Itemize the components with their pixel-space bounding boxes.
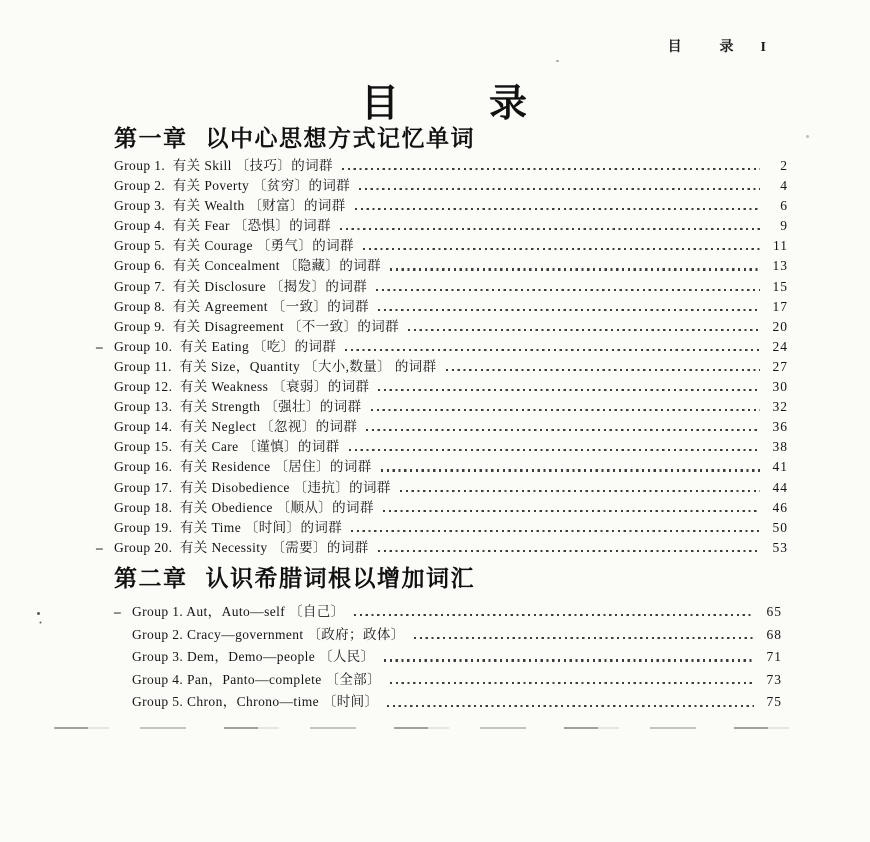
toc-entry: [114, 417, 788, 437]
dot-leader: [378, 309, 760, 311]
toc-entry-page-number: 9: [780, 218, 788, 234]
page-title-char-2: 录: [489, 83, 528, 125]
dot-leader: [446, 369, 760, 371]
toc-entry: [114, 357, 788, 377]
dot-leader: [390, 268, 760, 270]
toc-entry-label: Group 5. Chron，Chrono—time 〔时间〕: [132, 694, 379, 710]
chapter-2-title: 认识希腊词根以增加词汇: [205, 565, 475, 591]
toc-entry: [132, 691, 782, 714]
toc-entry: [114, 437, 788, 457]
running-header-page-number: I: [760, 40, 766, 55]
toc-entry: [114, 256, 788, 276]
toc-entry-page-number: 24: [772, 338, 788, 354]
dot-leader: [349, 449, 760, 451]
toc-entry-page-number: 4: [780, 178, 788, 194]
dot-leader: [366, 429, 760, 431]
running-header: [668, 36, 766, 56]
toc-entry: [96, 337, 788, 357]
toc-entry-label: Group 3. 有关 Wealth 〔财富〕的词群: [114, 198, 346, 214]
dot-leader: [384, 659, 754, 661]
toc-entry-page-number: 32: [772, 399, 788, 415]
dot-leader: [363, 248, 760, 250]
chapter-1-toc-list: [96, 156, 788, 558]
toc-entry-label: Group 3. Dem，Demo—people 〔人民〕: [132, 649, 375, 665]
toc-entry-label: Group 15. 有关 Care 〔谨慎〕的词群: [114, 439, 340, 455]
toc-entry-label: Group 13. 有关 Strength 〔强壮〕的词群: [114, 399, 362, 415]
toc-entry-page-number: 44: [772, 479, 788, 495]
toc-entry-page-number: 38: [772, 439, 788, 455]
toc-entry-label: Group 1. 有关 Skill 〔技巧〕的词群: [114, 158, 333, 173]
toc-entry-page-number: 11: [773, 238, 788, 254]
toc-entry-page-number: 17: [772, 298, 788, 314]
toc-entry-page-number: 46: [772, 499, 788, 515]
toc-entry-label: Group 20. 有关 Necessity 〔需要〕的词群: [114, 539, 369, 555]
toc-entry: [114, 297, 788, 317]
toc-entry-page-number: 65: [766, 604, 782, 619]
toc-entry-label: Group 8. 有关 Agreement 〔一致〕的词群: [114, 298, 369, 314]
dot-leader: [342, 168, 760, 170]
dot-leader: [376, 289, 760, 291]
toc-entry: [114, 518, 788, 538]
toc-entry-label: Group 2. Cracy—government 〔政府；政体〕: [132, 626, 405, 642]
dot-leader: [371, 409, 761, 411]
toc-entry-page-number: 27: [772, 358, 788, 374]
margin-dash-mark: –: [96, 539, 104, 555]
toc-entry: [132, 669, 782, 692]
toc-entry: [114, 196, 788, 216]
chapter-1-title: 以中心思想方式记忆单词: [205, 125, 475, 151]
dot-leader: [340, 228, 760, 230]
page-title: [0, 72, 870, 127]
toc-entry: [114, 236, 788, 256]
toc-entry-label: Group 17. 有关 Disobedience 〔违抗〕的词群: [114, 479, 391, 495]
toc-entry-label: Group 6. 有关 Concealment 〔隐藏〕的词群: [114, 258, 382, 274]
toc-entry-label: Group 11. 有关 Size，Quantity 〔大小,数量〕 的词群: [114, 358, 437, 374]
toc-entry: [114, 176, 788, 196]
running-header-title: 目 录: [667, 38, 751, 54]
chapter-2-number: 第二章: [114, 565, 188, 591]
toc-entry-page-number: 36: [772, 419, 788, 435]
toc-entry-page-number: 75: [766, 694, 782, 710]
toc-entry-page-number: 73: [766, 671, 782, 687]
dot-leader: [351, 530, 760, 532]
toc-entry: [132, 646, 782, 669]
dot-leader: [378, 550, 760, 552]
dot-leader: [345, 349, 760, 351]
toc-entry-label: Group 12. 有关 Weakness 〔衰弱〕的词群: [114, 379, 370, 395]
toc-entry-label: Group 9. 有关 Disagreement 〔不一致〕的词群: [114, 318, 400, 334]
toc-entry-label: Group 4. Pan，Panto—complete 〔全部〕: [132, 671, 382, 687]
scan-speck: [556, 60, 559, 62]
toc-entry: [114, 317, 788, 337]
dot-leader: [355, 208, 760, 210]
toc-entry-page-number: 2: [780, 158, 788, 173]
chapter-2-toc-list: [114, 601, 782, 714]
toc-entry-page-number: 41: [772, 459, 788, 475]
chapter-1-heading: [114, 120, 475, 153]
dot-leader: [414, 637, 754, 639]
margin-mark-artifact: [37, 612, 40, 615]
toc-entry: [114, 377, 788, 397]
dot-leader: [354, 614, 754, 616]
margin-dash-mark: –: [96, 338, 104, 354]
dot-leader: [387, 705, 754, 707]
toc-entry-label: Group 14. 有关 Neglect 〔忽视〕的词群: [114, 419, 358, 435]
toc-entry-page-number: 13: [772, 258, 788, 274]
toc-entry: [114, 601, 782, 624]
dot-leader: [378, 389, 760, 391]
chapter-1-number: 第一章: [114, 125, 188, 151]
margin-dash-mark: –: [114, 604, 122, 619]
toc-entry-label: Group 16. 有关 Residence 〔居住〕的词群: [114, 459, 372, 475]
toc-entry-page-number: 30: [772, 379, 788, 395]
toc-entry-label: Group 4. 有关 Fear 〔恐惧〕的词群: [114, 218, 331, 234]
toc-entry-page-number: 20: [772, 318, 788, 334]
toc-entry-label: Group 7. 有关 Disclosure 〔揭发〕的词群: [114, 278, 368, 294]
scan-fold-line-artifact: [54, 727, 812, 729]
chapter-2-heading: [114, 560, 475, 593]
toc-entry-label: Group 18. 有关 Obedience 〔顺从〕的词群: [114, 499, 374, 515]
toc-entry-label: Group 2. 有关 Poverty 〔贫穷〕的词群: [114, 178, 351, 194]
dot-leader: [400, 490, 760, 492]
toc-entry-page-number: 15: [772, 278, 788, 294]
toc-entry: [114, 277, 788, 297]
dot-leader: [390, 682, 754, 684]
toc-entry: [96, 538, 788, 558]
toc-entry: [114, 397, 788, 417]
page-title-char-1: 目: [360, 83, 399, 125]
toc-entry: [114, 478, 788, 498]
toc-entry-label: Group 19. 有关 Time 〔时间〕的词群: [114, 519, 343, 535]
toc-entry-label: Group 1. Aut，Auto—self 〔自己〕: [132, 604, 345, 619]
toc-entry: [114, 156, 788, 176]
dot-leader: [381, 469, 760, 471]
toc-entry: [114, 457, 788, 477]
toc-entry: [114, 216, 788, 236]
toc-entry-page-number: 50: [772, 519, 788, 535]
toc-entry: [114, 498, 788, 518]
toc-entry-page-number: 68: [766, 626, 782, 642]
toc-entry-label: Group 10. 有关 Eating 〔吃〕的词群: [114, 338, 337, 354]
dot-leader: [408, 329, 760, 331]
dot-leader: [383, 510, 760, 512]
toc-entry: [132, 624, 782, 647]
toc-entry-page-number: 6: [780, 198, 788, 214]
toc-entry-page-number: 53: [772, 539, 788, 555]
toc-entry-page-number: 71: [766, 649, 782, 665]
dot-leader: [359, 188, 760, 190]
toc-entry-label: Group 5. 有关 Courage 〔勇气〕的词群: [114, 238, 354, 254]
scan-speck: [806, 135, 809, 138]
